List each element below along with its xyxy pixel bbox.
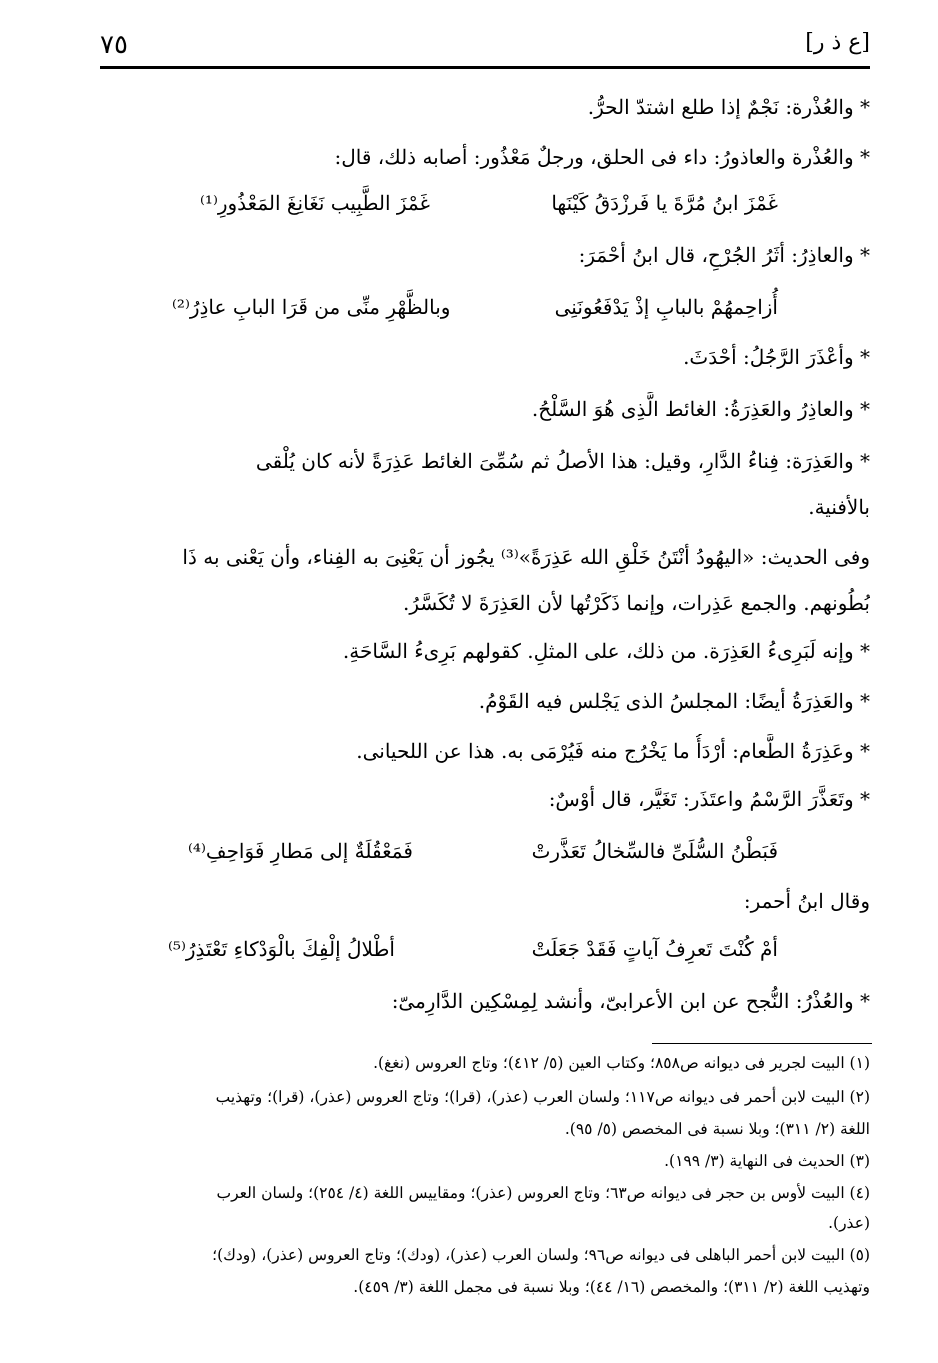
entry-line: * والعُذْرُ: النُّجح عن ابن الأعرابىّ، وأنشد لِمِسْكِين الدَّارِمىّ: (391, 989, 870, 1013)
entry-line: بالأفنية. (808, 495, 870, 519)
verse-hemistich-1: غَمْزَ ابنُ مُرَّةَ يا فَرزْدَقُ كَيْنَها (551, 191, 778, 215)
entry-line: * وعَذِرَةُ الطَّعام: أرْدَأُ ما يَخْرُج منه فَيُرْمَى به. هذا عن اللحيانى. (356, 739, 870, 763)
footnote: (١) البيت لجرير فى ديوانه ص٨٥٨؛ وكتاب العين (٥/ ٤١٢)؛ وتاج العروس (نغغ). (373, 1054, 870, 1072)
verse-hemistich-2: فَمَعْقُلَةٌ إلى مَطارِ فَوَاحِفِ⁽⁴⁾ (188, 839, 413, 863)
page-header (100, 30, 870, 66)
header-rule (100, 66, 870, 69)
entry-line: وفى الحديث: «اليهُودُ أنْتَنُ خَلْقِ الله عَذِرَةً»⁽³⁾ يجُوز أن يَعْنِىَ به الفِناء، وأن يَعْنى به ذَا (182, 545, 870, 569)
verse-hemistich-2: غَمْزَ الطَّبِيب نَغَانِغَ المَعْذُورِ⁽¹⁾ (200, 191, 430, 215)
footnote: (٥) البيت لابن أحمر الباهلى فى ديوانه ص٩٦؛ ولسان العرب (عذر)، (ودك)؛ وتاج العروس (عذر)، (ودك)؛ (212, 1246, 870, 1264)
entry-line: * والعَذِرَةُ أيضًا: المجلسُ الذى يَجْلس فيه القَوْمُ. (478, 689, 870, 713)
page-number: ٧٥ (100, 30, 128, 60)
footnote: (٢) البيت لابن أحمر فى ديوانه ص١١٧؛ ولسان العرب (عذر)، (قرا)؛ وتاج العروس (عذر)، (قرا)؛ وتهذيب (215, 1088, 870, 1106)
footnote-continuation: (عذر). (828, 1214, 870, 1232)
verse-hemistich-1: فَبَطْنُ السُّلَىِّ فالسِّخالُ تَعَذَّرتْ (531, 839, 778, 863)
entry-line: وقال ابنُ أحمر: (743, 889, 870, 913)
footnote-continuation: اللغة (٢/ ٣١١)؛ وبلا نسبة فى المخصص (٥/ ٩٥). (564, 1120, 870, 1138)
entry-line: * وأعْذَرَ الرَّجُلُ: أحْدَثَ. (683, 345, 870, 369)
entry-line: * وإنه لَبَرِىءُ العَذِرَة. من ذلك، على المثلِ. كقولهم بَرِىءُ السَّاحَةِ. (342, 639, 870, 663)
entry-line: * وتَعَذَّرَ الرَّسْمُ واعتَذَر: تَغَيَّر، قال أوْسٌ: (548, 787, 870, 811)
footnote-rule (652, 1043, 872, 1044)
verse-hemistich-2: وبالظَّهْرِ منِّى من قَرَا البابِ عاذِرُ⁽²⁾ (172, 295, 451, 319)
footnote: (٣) الحديث فى النهاية (٣/ ١٩٩). (664, 1152, 870, 1170)
verse-hemistich-1: أمْ كُنْتَ تَعرِفُ آياتٍ فَقَدْ جَعَلَتْ (531, 937, 778, 961)
entry-line: * والعُذْرة: نَجْمٌ إذا طلع اشتدّ الحرُّ. (587, 95, 870, 119)
root-letters-label: [ع ذ ر] (805, 30, 870, 55)
verse-hemistich-1: أُزاحِمهُمْ بالبابِ إذْ يَدْفَعُونَنِى (554, 295, 778, 319)
entry-line: بُطُونهم. والجمع عَذِرات، وإنما ذَكَرْتُها لأن العَذِرَةَ لا تُكَسَّرُ. (402, 591, 870, 615)
entry-line: * والعاذِرُ: أثَرُ الجُرْحِ، قال ابنُ أحْمَرَ: (578, 243, 870, 267)
entry-line: * والعَذِرَة: فِناءُ الدَّارِ، وقيل: هذا الأصلُ ثم سُمِّىَ الغائط عَذِرَةً لأنه كان يُلْقى (255, 449, 870, 473)
entry-line: * والعُذْرة والعاذورُ: داء فى الحلق، ورجلٌ مَعْذُور: أصابه ذلك، قال: (334, 145, 870, 169)
entry-line: * والعاذِرُ والعَذِرَةُ: الغائط الَّذِى هُوَ السَّلْحُ. (531, 397, 870, 421)
footnote: (٤) البيت لأوس بن حجر فى ديوانه ص٦٣؛ وتاج العروس (عذر)؛ ومقاييس اللغة (٤/ ٢٥٤)؛ ولسان العرب (216, 1184, 870, 1202)
footnote-continuation: وتهذيب اللغة (٢/ ٣١١)؛ والمخصص (١٦/ ٤٤)؛ وبلا نسبة فى مجمل اللغة (٣/ ٤٥٩). (353, 1278, 870, 1296)
verse-hemistich-2: أطْلالُ إلْفِكَ بالْوَدْكاءِ تَعْتَذِرُ⁽⁵⁾ (168, 937, 395, 961)
